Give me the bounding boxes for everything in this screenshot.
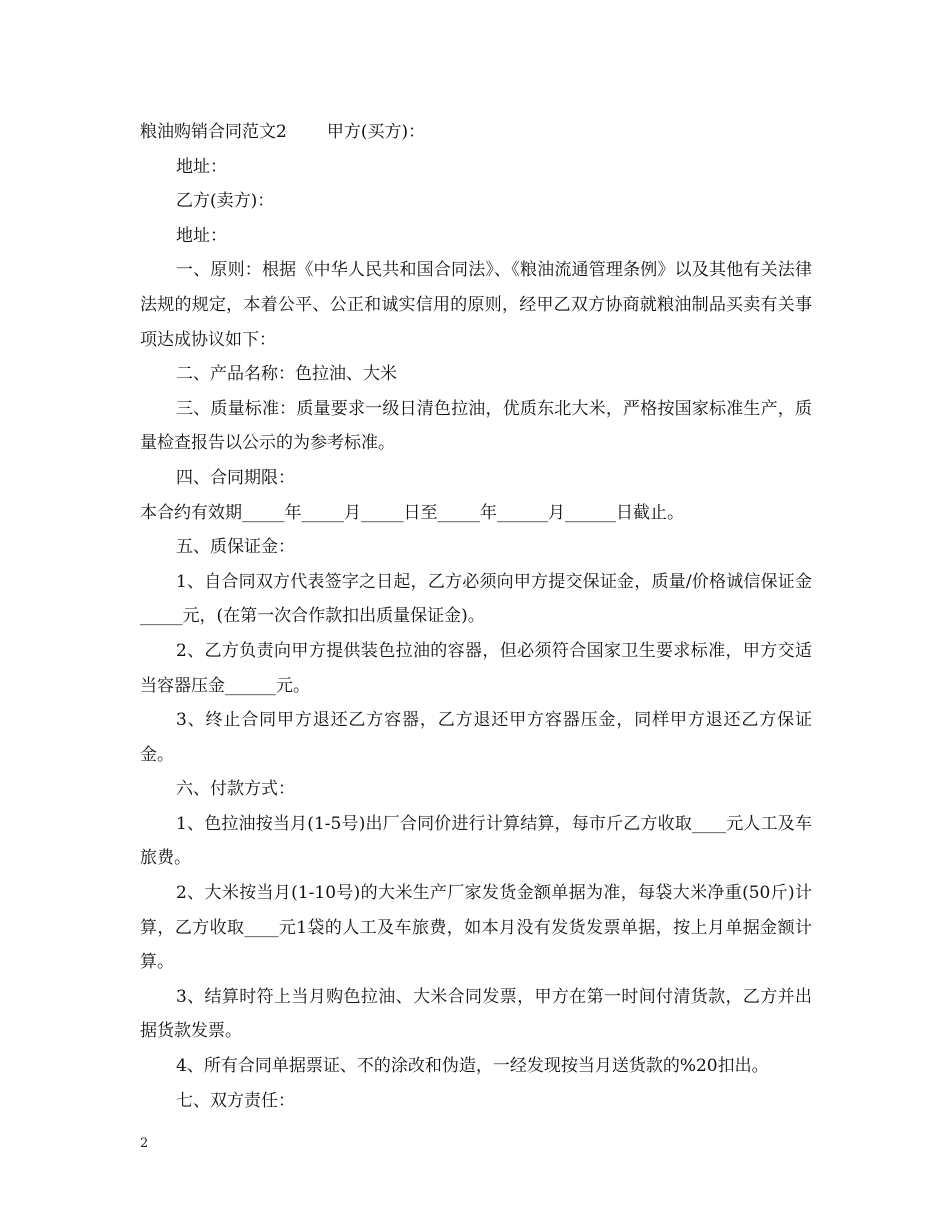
party-b-label: 乙方(卖方)：: [176, 191, 275, 212]
title-line: [140, 115, 812, 150]
clause-2-product: 二、产品名称：色拉油、大米: [176, 364, 397, 385]
party-a-address: 地址：: [176, 156, 227, 177]
clause-3-quality: 三、质量标准：质量要求一级日清色拉油，优质东北大米，严格按国家标准生产，质量检查报告以公示的为参考标准。: [140, 398, 812, 454]
party-b-address: 地址：: [176, 225, 227, 246]
clause-4-term-text: 本合约有效期_____年_____月_____日至_____年______月______日截止。: [140, 502, 684, 523]
clause-6-item-2: 2、大米按当月(1-10号)的大米生产厂家发货金额单据为准，每袋大米净重(50斤)计算，乙方收取____元1袋的人工及车旅费，如本月没有发货发票单据，按上月单据金额计算。: [140, 883, 812, 973]
clause-7-heading: 七、双方责任：: [176, 1090, 295, 1111]
clause-5-item-2: 2、乙方负责向甲方提供装色拉油的容器，但必须符合国家卫生要求标准，甲方交适当容器压金______元。: [140, 640, 812, 696]
clause-1-principle: 一、原则：根据《中华人民共和国合同法》、《粮油流通管理条例》以及其他有关法律法规的规定，本着公平、公正和诚实信用的原则，经甲乙双方协商就粮油制品买卖有关事项达成协议如下：: [140, 260, 812, 350]
clause-5-item-3: 3、终止合同甲方退还乙方容器，乙方退还甲方容器压金，同样甲方退还乙方保证金。: [140, 710, 812, 765]
clause-5-item-1: 1、自合同双方代表签字之日起，乙方必须向甲方提交保证金，质量/价格诚信保证金_____元，(在第一次合作款扣出质量保证金)。: [140, 571, 812, 627]
clause-6-payment-heading: 六、付款方式：: [176, 779, 295, 800]
clause-4-term-heading: 四、合同期限：: [176, 467, 295, 488]
party-a-label: 甲方(买方)：: [326, 122, 426, 142]
document-body: [140, 115, 812, 1118]
clause-5-deposit-heading: 五、质保证金：: [176, 537, 295, 558]
clause-6-item-1: 1、色拉油按当月(1-5号)出厂合同价进行计算结算，每市斤乙方收取____元人工及车旅费。: [140, 813, 812, 869]
document-title: 粮油购销合同范文2: [140, 122, 287, 142]
clause-6-item-4: 4、所有合同单据票证、不的涂改和伪造，一经发现按当月送货款的%20扣出。: [176, 1056, 769, 1077]
page-number: 2: [140, 1136, 149, 1151]
clause-6-item-3: 3、结算时符上当月购色拉油、大米合同发票，甲方在第一时间付清货款，乙方并出据货款发票。: [140, 986, 812, 1042]
